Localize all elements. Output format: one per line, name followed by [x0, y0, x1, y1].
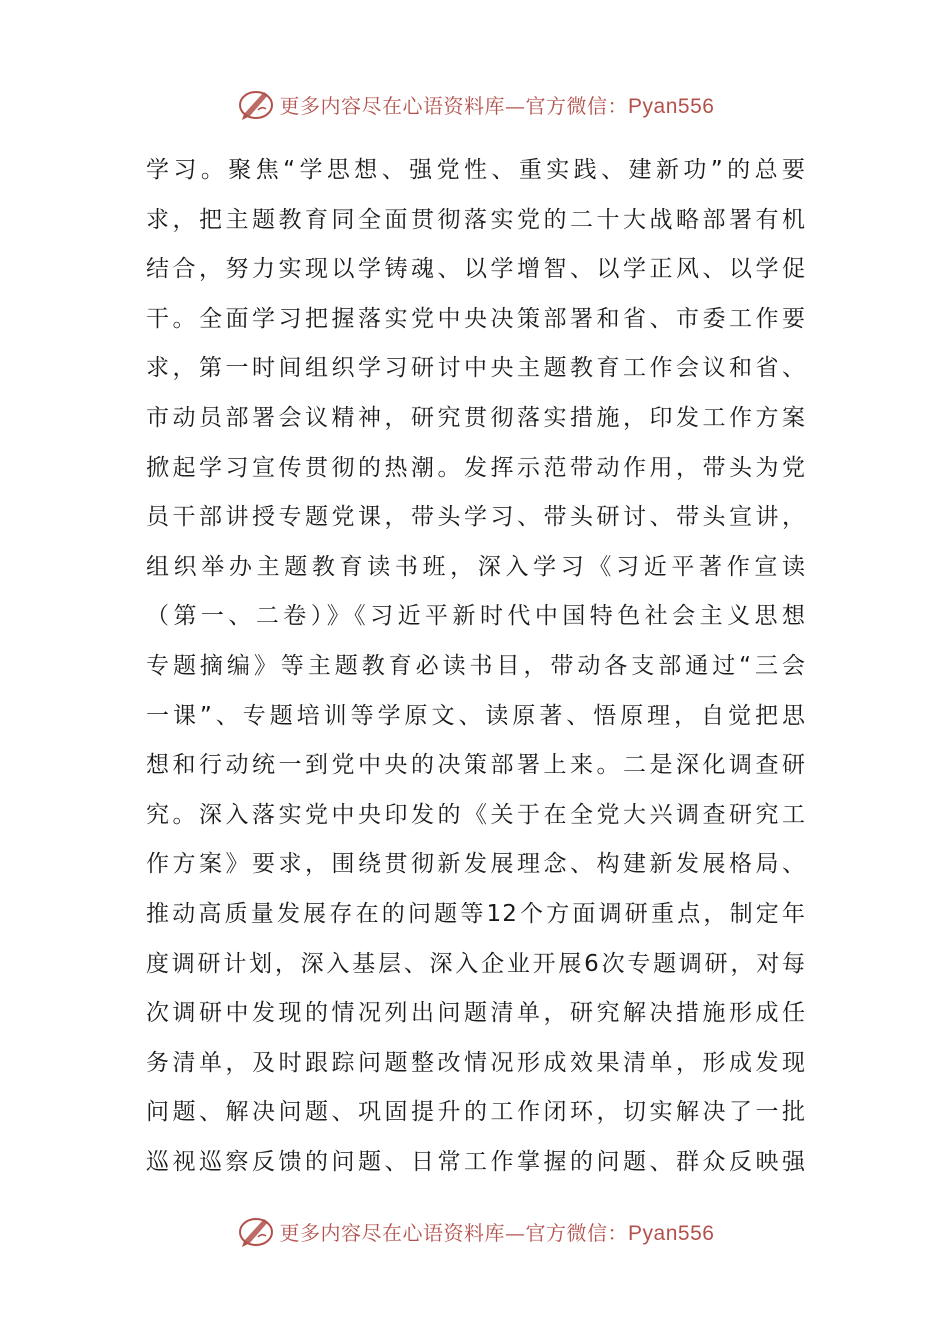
body-line: 掀起学习宣传贯彻的热潮。发挥示范带动作用，带头为党: [146, 454, 806, 481]
body-line: 专题摘编》等主题教育必读书目，带动各支部通过“三会: [146, 652, 806, 679]
footer-banner: [0, 1209, 950, 1253]
body-line: 问题、解决问题、巩固提升的工作闭环，切实解决了一批: [146, 1099, 806, 1126]
banner-caption: 更多内容尽在心语资料库—官方微信：: [279, 93, 629, 118]
body-line: 求，把主题教育同全面贯彻落实党的二十大战略部署有机: [146, 206, 806, 233]
body-line: 想和行动统一到党中央的决策部署上来。二是深化调查研: [146, 752, 806, 779]
body-line: 学习。聚焦“学思想、强党性、重实践、建新功”的总要: [146, 157, 806, 183]
body-line: 员干部讲授专题党课，带头学习、带头研讨、带头宣讲，: [146, 504, 806, 531]
body-line: 推动高质量发展存在的问题等12个方面调研重点，制定年: [146, 900, 806, 927]
body-line: 次调研中发现的情况列出问题清单，研究解决措施形成任: [146, 1000, 806, 1027]
header-banner: [0, 82, 950, 126]
body-line: 结合，努力实现以学铸魂、以学增智、以学正风、以学促: [146, 256, 806, 283]
body-line: 求，第一时间组织学习研讨中央主题教育工作会议和省、: [146, 355, 806, 382]
pen-logo-icon: [236, 84, 276, 124]
banner-text: [280, 1217, 715, 1246]
pen-logo-icon: [236, 1211, 276, 1251]
banner-wechat-id: Pyan556: [628, 1221, 715, 1245]
body-line: 干。全面学习把握落实党中央决策部署和省、市委工作要: [146, 305, 806, 332]
banner-text: [280, 90, 715, 119]
body-line: 度调研计划，深入基层、深入企业开展6次专题调研，对每: [146, 950, 806, 977]
banner-caption: 更多内容尽在心语资料库—官方微信：: [279, 1220, 629, 1245]
body-line: 组织举办主题教育读书班，深入学习《习近平著作宣读: [146, 553, 806, 580]
body-line: 一课”、专题培训等学原文、读原著、悟原理，自觉把思: [146, 702, 806, 729]
body-line: 务清单，及时跟踪问题整改情况形成效果清单，形成发现: [146, 1049, 806, 1076]
document-body: [146, 146, 806, 1187]
body-line: 市动员部署会议精神，研究贯彻落实措施，印发工作方案: [146, 404, 806, 431]
body-line: 作方案》要求，围绕贯彻新发展理念、构建新发展格局、: [146, 851, 806, 878]
body-line: 巡视巡察反馈的问题、日常工作掌握的问题、群众反映强: [146, 1148, 806, 1175]
body-line: 究。深入落实党中央印发的《关于在全党大兴调查研究工: [146, 801, 806, 828]
banner-wechat-id: Pyan556: [628, 94, 715, 118]
body-line: （第一、二卷）》《习近平新时代中国特色社会主义思想: [146, 603, 806, 630]
